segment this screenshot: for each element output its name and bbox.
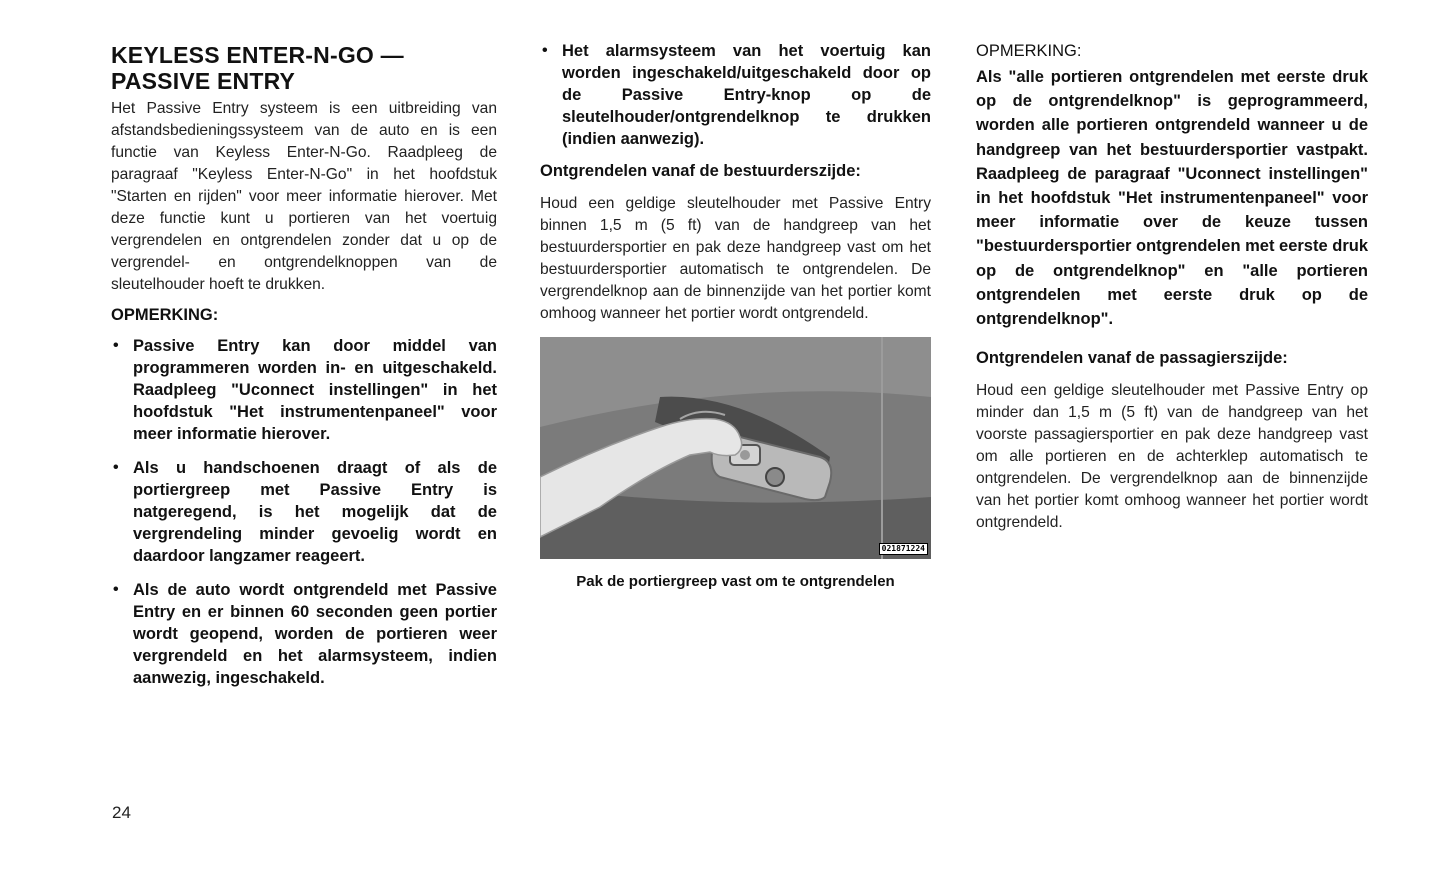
intro-paragraph: Het Passive Entry systeem is een uitbreiding van afstandsbedieningssysteem van de auto en is een functie van Keyless Enter-N-Go. Raadpleeg de paragraaf "Keyless Enter-N-Go" in het hoofdstuk "Starten en rijden" voor meer informatie hierover. Met deze functie kunt u portieren van het voertuig vergrendelen en ontgrendelen zonder dat u op de vergrendel- en ontgrendelknoppen van de sleutelhouder hoeft te drukken. [111,100,497,293]
column-middle [540,40,931,590]
column-left [111,40,497,701]
note-bullet-list-continued [540,40,931,150]
door-handle-photo [540,337,931,559]
bullet-item: • Als u handschoenen draagt of als de portiergreep met Passive Entry is natgeregend, is het mogelijk dat de vergrendeling minder gevoelig wordt en daardoor langzamer reageert. [111,457,497,567]
passenger-side-paragraph: Houd een geldige sleutelhouder met Passive Entry op minder dan 1,5 m (5 ft) van de handgreep van het voorste passagiersportier en pak deze handgreep vast om alle portieren en de achterklep automatisch te ontgrendelen. De vergrendelknop aan de binnenzijde van het portier komt omhoog wanneer het portier wordt ontgrendeld. [976,382,1368,532]
note2-label: OPMERKING: [976,42,1082,60]
note2-paragraph: Als "alle portieren ontgrendelen met eerste druk op de ontgrendelknop" is geprogrammeerd, worden alle portieren ontgrendeld wanneer u de handgreep van het bestuurdersportier vastpakt. Raadpleeg de paragraaf "Uconnect instellingen" in het hoofdstuk "Het instrumentenpaneel" voor meer informatie over de keuze tussen "bestuurdersportier ontgrendelen met eerste druk op de ontgrendelknop" en "alle portieren ontgrendelen met eerste druk op de ontgrendelknop". [976,68,1368,329]
column-right [976,40,1368,534]
figure-caption: Pak de portiergreep vast om te ontgrendelen [576,573,895,590]
bullet-item: • Het alarmsysteem van het voertuig kan worden ingeschakeld/uitgeschakeld door op de Passive Entry-knop op de sleutelhouder/ontgrendelknop te drukken (indien aanwezig). [540,40,931,150]
door-handle-illustration [540,337,931,559]
bullet-item: • Als de auto wordt ontgrendeld met Passive Entry en er binnen 60 seconden geen portier wordt geopend, worden de portieren weer vergrendeld en het alarmsysteem, indien aanwezig, ingeschakeld. [111,579,497,689]
note-bullet-list [111,335,497,689]
section-title-line2: PASSIVE ENTRY [111,68,296,94]
driver-side-heading: Ontgrendelen vanaf de bestuurderszijde: [540,162,861,180]
note-label: OPMERKING: [111,306,219,324]
driver-side-paragraph: Houd een geldige sleutelhouder met Passive Entry binnen 1,5 m (5 ft) van de handgreep van het bestuurdersportier en pak deze handgreep vast om het bestuurdersportier automatisch te ontgrendelen. De vergrendelknop aan de binnenzijde van het portier komt omhoog wanneer het portier wordt ontgrendeld. [540,195,931,322]
bullet-item: • Passive Entry kan door middel van programmeren worden in- en uitgeschakeld. Raadpleeg "Uconnect instellingen" in het hoofdstuk "Het instrumentenpaneel" voor meer informatie hierover. [111,335,497,445]
section-title [111,42,497,94]
passenger-side-heading: Ontgrendelen vanaf de passagierszijde: [976,349,1288,368]
page-number: 24 [112,803,131,822]
figure-code: 021871224 [879,543,928,555]
section-title-line1: KEYLESS ENTER-N-GO — [111,42,404,68]
